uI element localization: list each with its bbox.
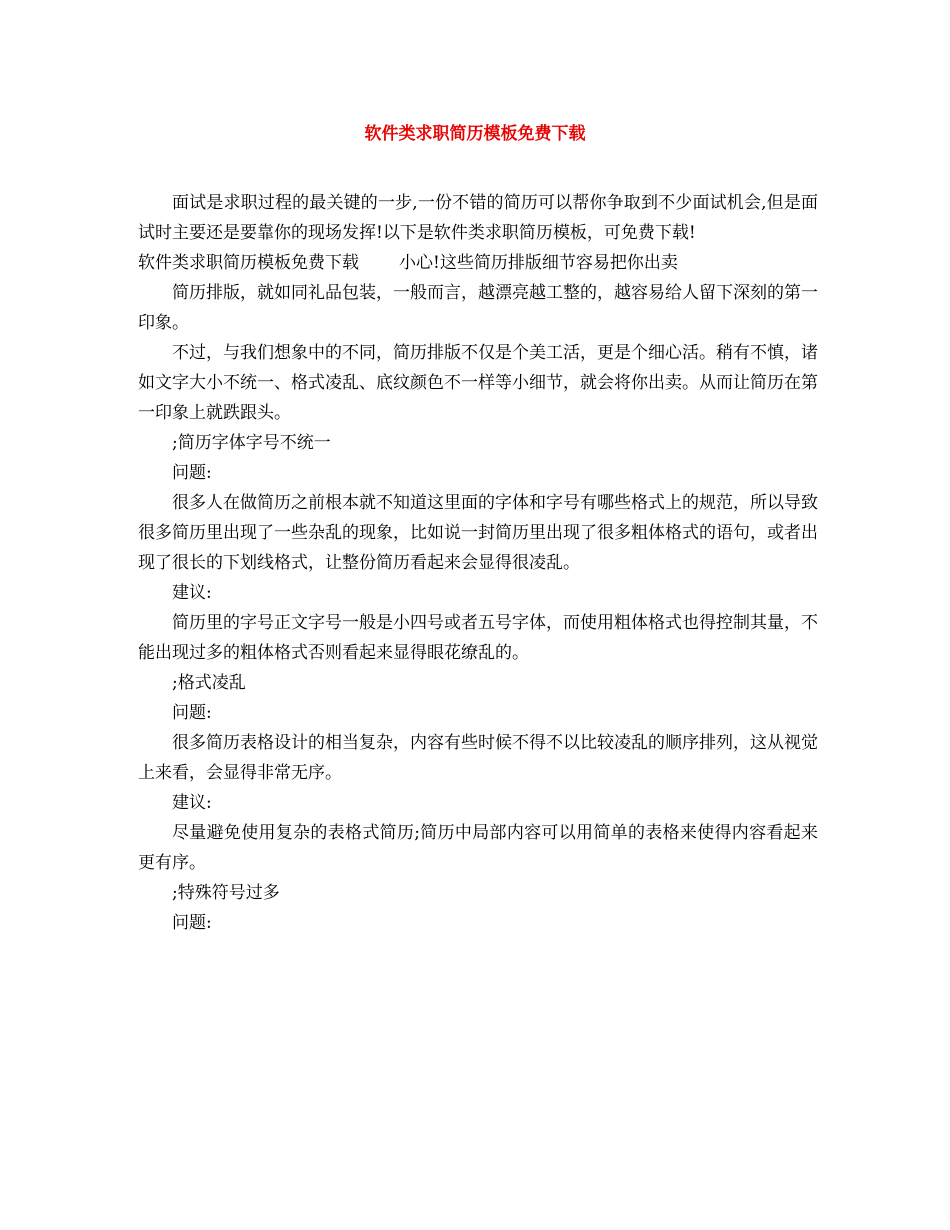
advice-label-2: 建议:: [172, 793, 212, 813]
section-heading-2: ;格式凌乱: [172, 673, 246, 693]
problem-label-3: 问题:: [172, 913, 212, 933]
advice-text-1: 简历里的字号正文字号一般是小四号或者五号字体，而使用粗体格式也得控制其量，不能出现过多的粗体格式否则看起来显得眼花缭乱的。: [138, 613, 818, 663]
subline-right: 小心!这些简历排版细节容易把你出卖: [399, 253, 678, 273]
problem-label-2: 问题:: [172, 703, 212, 723]
advice-text-2: 尽量避免使用复杂的表格式简历;简历中局部内容可以用简单的表格来使得内容看起来更有序。: [138, 823, 818, 873]
document-body: [138, 188, 818, 938]
advice-label-1: 建议:: [172, 583, 212, 603]
paragraph-2: 不过，与我们想象中的不同，简历排版不仅是个美工活，更是个细心活。稍有不慎，诸如文字大小不统一、格式凌乱、底纹颜色不一样等小细节，就会将你出卖。从而让简历在第一印象上就跌跟头。: [138, 343, 818, 423]
subline: [138, 248, 818, 278]
problem-label-1: 问题:: [172, 463, 212, 483]
problem-text-2: 很多简历表格设计的相当复杂，内容有些时候不得不以比较凌乱的顺序排列，这从视觉上来看，会显得非常无序。: [138, 733, 818, 783]
document-title: 软件类求职简历模板免费下载: [364, 124, 586, 144]
section-heading-3: ;特殊符号过多: [172, 883, 280, 903]
section-heading-1: ;简历字体字号不统一: [172, 433, 331, 453]
subline-left: 软件类求职简历模板免费下载: [138, 253, 359, 273]
paragraph-1: 简历排版，就如同礼品包装，一般而言，越漂亮越工整的，越容易给人留下深刻的第一印象。: [138, 283, 818, 333]
problem-text-1: 很多人在做简历之前根本就不知道这里面的字体和字号有哪些格式上的规范，所以导致很多简历里出现了一些杂乱的现象，比如说一封简历里出现了很多粗体格式的语句，或者出现了很长的下划线格式，让整份简历看起来会显得很凌乱。: [138, 493, 818, 573]
intro-paragraph: 面试是求职过程的最关键的一步,一份不错的简历可以帮你争取到不少面试机会,但是面试时主要还是要靠你的现场发挥!以下是软件类求职简历模板，可免费下载!: [138, 193, 818, 243]
